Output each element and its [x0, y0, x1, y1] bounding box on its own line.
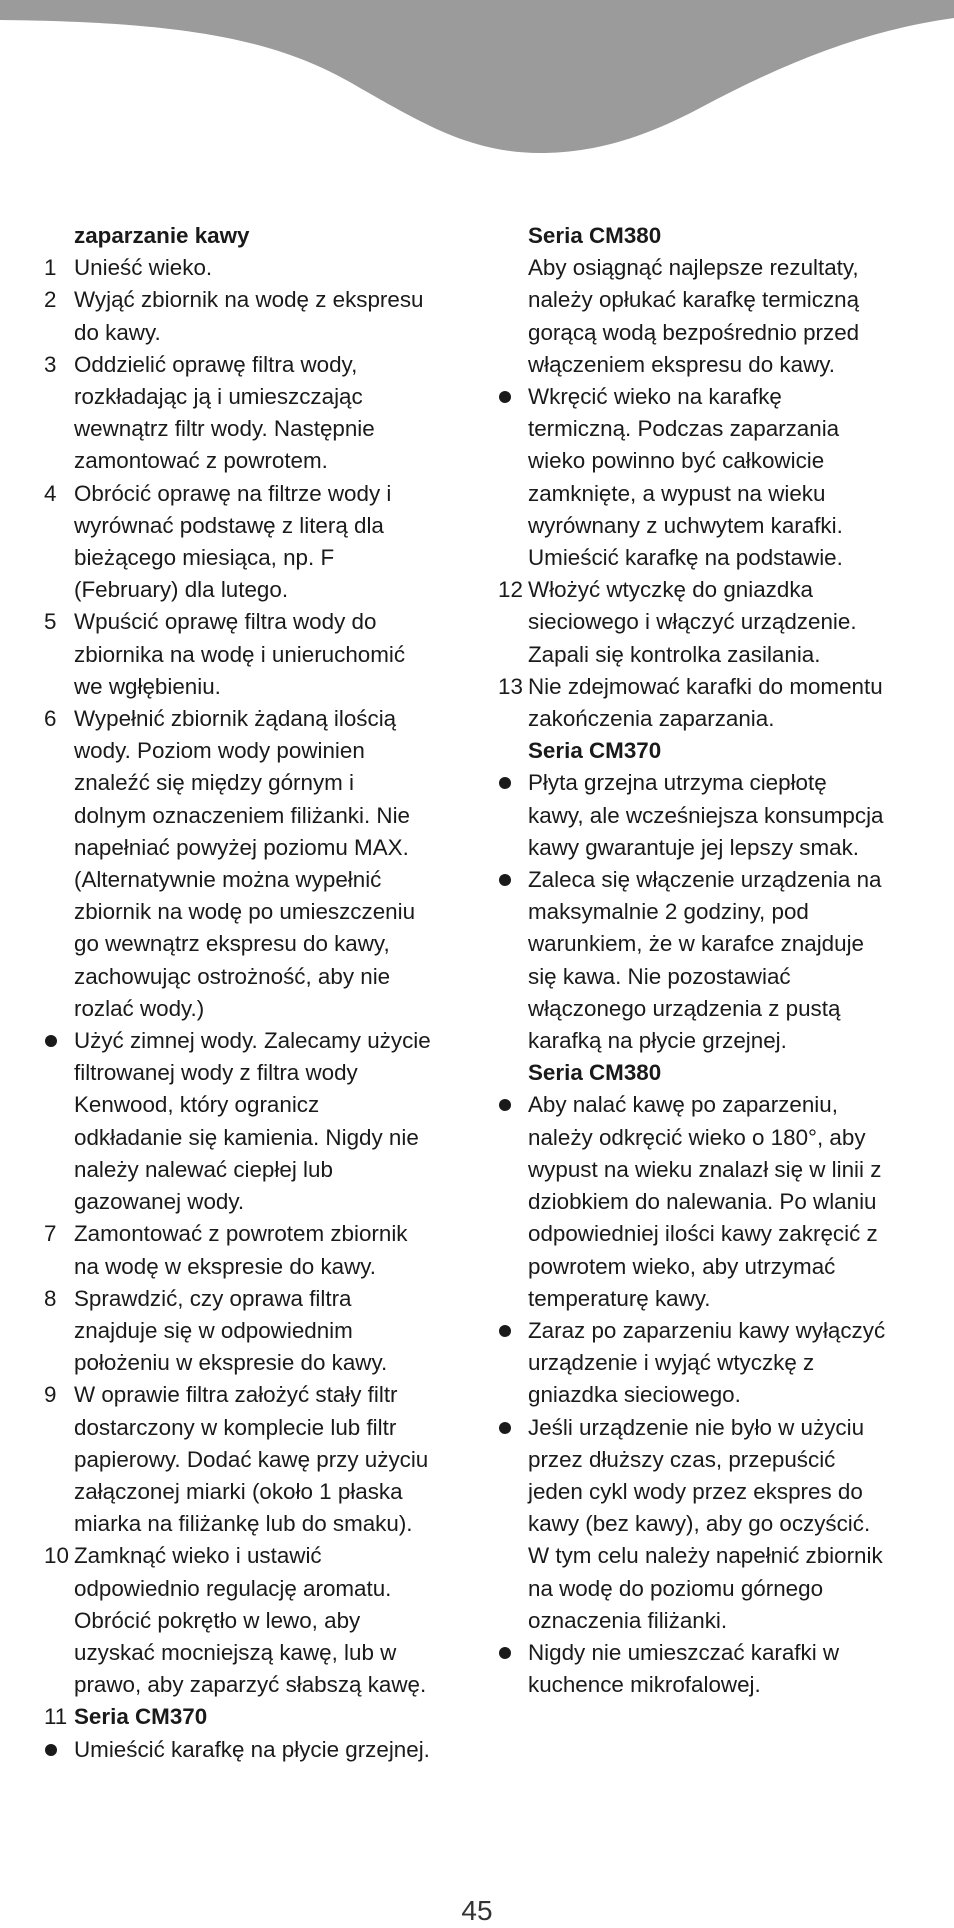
text-line — [44, 1508, 464, 1540]
line-text: gorącą wodą bezpośrednio przed — [528, 319, 860, 345]
bullet-icon — [44, 1734, 74, 1766]
line-text: Aby osiągnąć najlepsze rezultaty, — [528, 255, 859, 281]
line-text: Oddzielić oprawę filtra wody, — [74, 351, 358, 377]
section-heading: Seria CM380 — [528, 1060, 662, 1086]
text-line — [498, 1186, 918, 1218]
text-line — [44, 1605, 464, 1637]
text-line — [498, 1637, 918, 1669]
line-text: go wewnątrz ekspresu do kawy, — [74, 931, 390, 957]
line-text: włączeniem ekspresu do kawy. — [528, 351, 835, 377]
right-column — [498, 220, 918, 1701]
text-line — [498, 252, 918, 284]
line-text: zbiornik na wodę po umieszczeniu — [74, 899, 416, 925]
step-number: 1 — [44, 255, 57, 281]
line-text: zamknięte, a wypust na wieku — [528, 480, 826, 506]
line-text: zbiornika na wodę i unieruchomić — [74, 641, 406, 667]
line-text: gazowanej wody. — [74, 1189, 245, 1215]
text-line — [498, 1154, 918, 1186]
line-text: warunkiem, że w karafce znajduje — [528, 931, 865, 957]
bullet-dot — [499, 1422, 511, 1434]
bullet-dot — [45, 1744, 57, 1756]
line-text: Obrócić pokrętło w lewo, aby — [74, 1607, 361, 1633]
bullet-icon — [498, 1637, 528, 1669]
text-line — [498, 1573, 918, 1605]
text-line — [498, 767, 918, 799]
text-line — [44, 1637, 464, 1669]
text-line — [498, 1089, 918, 1121]
text-line — [498, 1347, 918, 1379]
bullet-icon — [44, 1025, 74, 1057]
text-line — [498, 1508, 918, 1540]
line-text: Kenwood, który ogranicz — [74, 1092, 320, 1118]
line-text: włączonego urządzenia z pustą — [528, 995, 841, 1021]
text-line — [498, 1669, 918, 1701]
line-text: Umieścić karafkę na podstawie. — [528, 545, 843, 571]
line-text: wieko powinno być całkowicie — [528, 448, 825, 474]
line-text: wypust na wieku znalazł się w linii z — [528, 1156, 882, 1182]
line-text: Zamknąć wieko i ustawić — [74, 1543, 322, 1569]
line-text: należy odkręcić wieko o 180°, aby — [528, 1124, 866, 1150]
line-text: Nigdy nie umieszczać karafki w — [528, 1639, 840, 1665]
line-text: gniazdka sieciowego. — [528, 1382, 741, 1408]
bullet-dot — [499, 1647, 511, 1659]
step-number: 3 — [44, 351, 57, 377]
page-number: 45 — [461, 1895, 493, 1926]
line-text: W oprawie filtra założyć stały filtr — [74, 1382, 398, 1408]
text-line — [44, 832, 464, 864]
line-text: zachowując ostrożność, aby nie — [74, 963, 391, 989]
text-line — [44, 1347, 464, 1379]
step-number: 9 — [44, 1382, 57, 1408]
text-line — [44, 1476, 464, 1508]
text-line — [498, 1057, 918, 1089]
line-text: przez dłuższy czas, przepuścić — [528, 1446, 836, 1472]
line-text: Wypełnić zbiornik żądaną ilością — [74, 706, 397, 732]
text-line — [498, 284, 918, 316]
text-line — [44, 445, 464, 477]
line-text: urządzenie i wyjąć wtyczkę z — [528, 1350, 815, 1376]
line-text: Unieść wieko. — [74, 255, 213, 281]
text-line — [498, 1025, 918, 1057]
line-text: prawo, aby zaparzyć słabszą kawę. — [74, 1672, 427, 1698]
line-text: wyrównać podstawę z literą dla — [74, 512, 384, 538]
line-text: rozkładając ją i umieszczając — [74, 384, 363, 410]
line-text: maksymalnie 2 godziny, pod — [528, 899, 809, 925]
line-text: Zaleca się włączenie urządzenia na — [528, 867, 882, 893]
text-line — [498, 1476, 918, 1508]
line-text: należy opłukać karafkę termiczną — [528, 287, 860, 313]
text-line — [44, 1444, 464, 1476]
line-text: Umieścić karafkę na płycie grzejnej. — [74, 1736, 430, 1762]
text-line — [498, 606, 918, 638]
text-line — [44, 1379, 464, 1411]
text-line — [44, 993, 464, 1025]
line-text: Wyjąć zbiornik na wodę z ekspresu — [74, 287, 424, 313]
line-text: znaleźć się między górnym i — [74, 770, 354, 796]
line-text: zakończenia zaparzania. — [528, 706, 775, 732]
text-line — [44, 220, 464, 252]
step-number: 8 — [44, 1285, 57, 1311]
line-text: dostarczony w komplecie lub filtr — [74, 1414, 397, 1440]
line-text: Zamontować z powrotem zbiornik — [74, 1221, 408, 1247]
text-line — [44, 1251, 464, 1283]
text-line — [44, 864, 464, 896]
line-text: (February) dla lutego. — [74, 577, 289, 603]
step-number: 13 — [498, 673, 523, 699]
line-text: Włożyć wtyczkę do gniazdka — [528, 577, 813, 603]
step-number: 5 — [44, 609, 57, 635]
line-text: Użyć zimnej wody. Zalecamy użycie — [74, 1028, 431, 1054]
text-line — [498, 864, 918, 896]
text-line — [44, 1122, 464, 1154]
line-text: znajduje się w odpowiednim — [74, 1317, 353, 1343]
bullet-icon — [498, 1089, 528, 1121]
text-line — [498, 832, 918, 864]
text-line — [44, 639, 464, 671]
text-line — [44, 1186, 464, 1218]
text-line — [498, 574, 918, 606]
bullet-dot — [499, 1099, 511, 1111]
text-line — [498, 1379, 918, 1411]
text-line — [498, 220, 918, 252]
text-line — [44, 1573, 464, 1605]
step-number: 11 — [44, 1704, 68, 1730]
line-text: bieżącego miesiąca, np. F — [74, 545, 335, 571]
text-line — [498, 349, 918, 381]
step-number: 2 — [44, 287, 57, 313]
line-text: należy nalewać ciepłej lub — [74, 1156, 333, 1182]
line-text: we wgłębieniu. — [74, 673, 221, 699]
text-line — [498, 413, 918, 445]
text-line — [498, 735, 918, 767]
text-line — [44, 928, 464, 960]
text-line — [498, 1412, 918, 1444]
line-text: Nie zdejmować karafki do momentu — [528, 673, 883, 699]
text-line — [44, 542, 464, 574]
bullet-icon — [498, 381, 528, 413]
line-text: Obrócić oprawę na filtrze wody i — [74, 480, 392, 506]
line-text: karafką na płycie grzejnej. — [528, 1028, 787, 1054]
text-line — [498, 1283, 918, 1315]
text-line — [44, 1669, 464, 1701]
left-column — [44, 220, 464, 1766]
text-line — [44, 1283, 464, 1315]
line-text: wody. Poziom wody powinien — [74, 738, 365, 764]
text-line — [498, 1122, 918, 1154]
line-text: powrotem wieko, aby utrzymać — [528, 1253, 836, 1279]
text-line — [44, 1540, 464, 1572]
line-text: miarka na filiżankę lub do smaku). — [74, 1511, 413, 1537]
section-heading: Seria CM370 — [528, 738, 662, 764]
bullet-dot — [499, 391, 511, 403]
text-line — [44, 767, 464, 799]
text-line — [44, 349, 464, 381]
line-text: dziobkiem do nalewania. Po wlaniu — [528, 1189, 877, 1215]
bullet-dot — [499, 777, 511, 789]
step-number: 10 — [44, 1543, 69, 1569]
line-text: rozlać wody.) — [74, 995, 205, 1021]
line-text: napełniać powyżej poziomu MAX. — [74, 834, 409, 860]
line-text: kawy (bez kawy), aby go oczyścić. — [528, 1511, 871, 1537]
text-line — [498, 993, 918, 1025]
text-line — [44, 896, 464, 928]
step-number: 6 — [44, 706, 57, 732]
line-text: na wodę w ekspresie do kawy. — [74, 1253, 377, 1279]
text-line — [498, 1251, 918, 1283]
text-line — [498, 1218, 918, 1250]
text-line — [498, 1444, 918, 1476]
line-text: kawy gwarantuje jej lepszy smak. — [528, 834, 860, 860]
line-text: termiczną. Podczas zaparzania — [528, 416, 840, 442]
line-text: się kawa. Nie pozostawiać — [528, 963, 791, 989]
section-heading: zaparzanie kawy — [74, 223, 250, 248]
text-line — [498, 445, 918, 477]
text-line — [44, 381, 464, 413]
text-line — [498, 510, 918, 542]
text-line — [44, 1025, 464, 1057]
line-text: Wkręcić wieko na karafkę — [528, 384, 782, 410]
line-text: Wpuścić oprawę filtra wody do — [74, 609, 377, 635]
line-text: Sprawdzić, czy oprawa filtra — [74, 1285, 352, 1311]
line-text: położeniu w ekspresie do kawy. — [74, 1350, 388, 1376]
text-line — [498, 317, 918, 349]
line-text: kuchence mikrofalowej. — [528, 1672, 761, 1698]
line-text: Jeśli urządzenie nie było w użyciu — [528, 1414, 865, 1440]
text-line — [44, 1734, 464, 1766]
text-line — [498, 478, 918, 510]
line-text: kawy, ale wcześniejsza konsumpcja — [528, 802, 884, 828]
line-text: oznaczenia filiżanki. — [528, 1607, 728, 1633]
line-text: filtrowanej wody z filtra wody — [74, 1060, 358, 1086]
text-line — [44, 1218, 464, 1250]
bullet-dot — [45, 1035, 57, 1047]
text-line — [498, 671, 918, 703]
text-line — [498, 1605, 918, 1637]
text-line — [498, 961, 918, 993]
line-text: odpowiednio regulację aromatu. — [74, 1575, 392, 1601]
text-line — [44, 574, 464, 606]
line-text: dolnym oznaczeniem filiżanki. Nie — [74, 802, 411, 828]
text-line — [44, 284, 464, 316]
section-heading: Seria CM380 — [528, 223, 662, 248]
line-text: do kawy. — [74, 319, 161, 345]
line-text: załączonej miarki (około 1 płaska — [74, 1478, 403, 1504]
text-line — [44, 606, 464, 638]
text-line — [44, 413, 464, 445]
text-line — [44, 735, 464, 767]
line-text: W tym celu należy napełnić zbiornik — [528, 1543, 883, 1569]
line-text: Zapali się kontrolka zasilania. — [528, 641, 821, 667]
bullet-dot — [499, 1325, 511, 1337]
text-line — [498, 928, 918, 960]
line-text: papierowy. Dodać kawę przy użyciu — [74, 1446, 429, 1472]
text-line — [498, 381, 918, 413]
line-text: Płyta grzejna utrzyma ciepłotę — [528, 770, 827, 796]
bullet-icon — [498, 1412, 528, 1444]
line-text: Aby nalać kawę po zaparzeniu, — [528, 1092, 838, 1118]
text-line — [44, 1154, 464, 1186]
bullet-dot — [499, 874, 511, 886]
step-number: 4 — [44, 480, 57, 506]
line-text: wyrównany z uchwytem karafki. — [528, 512, 843, 538]
bullet-icon — [498, 767, 528, 799]
line-text: sieciowego i włączyć urządzenie. — [528, 609, 857, 635]
line-text: zamontować z powrotem. — [74, 448, 328, 474]
text-line — [44, 1701, 464, 1733]
text-line — [498, 639, 918, 671]
text-line — [44, 703, 464, 735]
bullet-icon — [498, 864, 528, 896]
text-line — [498, 896, 918, 928]
section-heading: Seria CM370 — [74, 1704, 208, 1730]
text-line — [44, 478, 464, 510]
line-text: na wodę do poziomu górnego — [528, 1575, 824, 1601]
line-text: temperaturę kawy. — [528, 1285, 711, 1311]
line-text: wewnątrz filtr wody. Następnie — [74, 416, 375, 442]
text-line — [44, 510, 464, 542]
bullet-icon — [498, 1315, 528, 1347]
text-line — [44, 1412, 464, 1444]
header-wave-decoration — [0, 0, 954, 160]
text-line — [44, 800, 464, 832]
text-line — [498, 1540, 918, 1572]
text-line — [44, 1057, 464, 1089]
line-text: uzyskać mocniejszą kawę, lub w — [74, 1639, 397, 1665]
text-line — [44, 961, 464, 993]
text-line — [498, 703, 918, 735]
line-text: odpowiedniej ilości kawy zakręcić z — [528, 1221, 878, 1247]
text-line — [498, 542, 918, 574]
text-line — [44, 317, 464, 349]
line-text: jeden cykl wody przez ekspres do — [528, 1478, 863, 1504]
line-text: (Alternatywnie można wypełnić — [74, 867, 382, 893]
line-text: Zaraz po zaparzeniu kawy wyłączyć — [528, 1317, 886, 1343]
line-text: odkładanie się kamienia. Nigdy nie — [74, 1124, 419, 1150]
step-number: 7 — [44, 1221, 57, 1247]
step-number: 12 — [498, 577, 523, 603]
text-line — [44, 671, 464, 703]
text-line — [44, 1089, 464, 1121]
text-line — [44, 252, 464, 284]
text-line — [44, 1315, 464, 1347]
text-line — [498, 1315, 918, 1347]
text-line — [498, 800, 918, 832]
